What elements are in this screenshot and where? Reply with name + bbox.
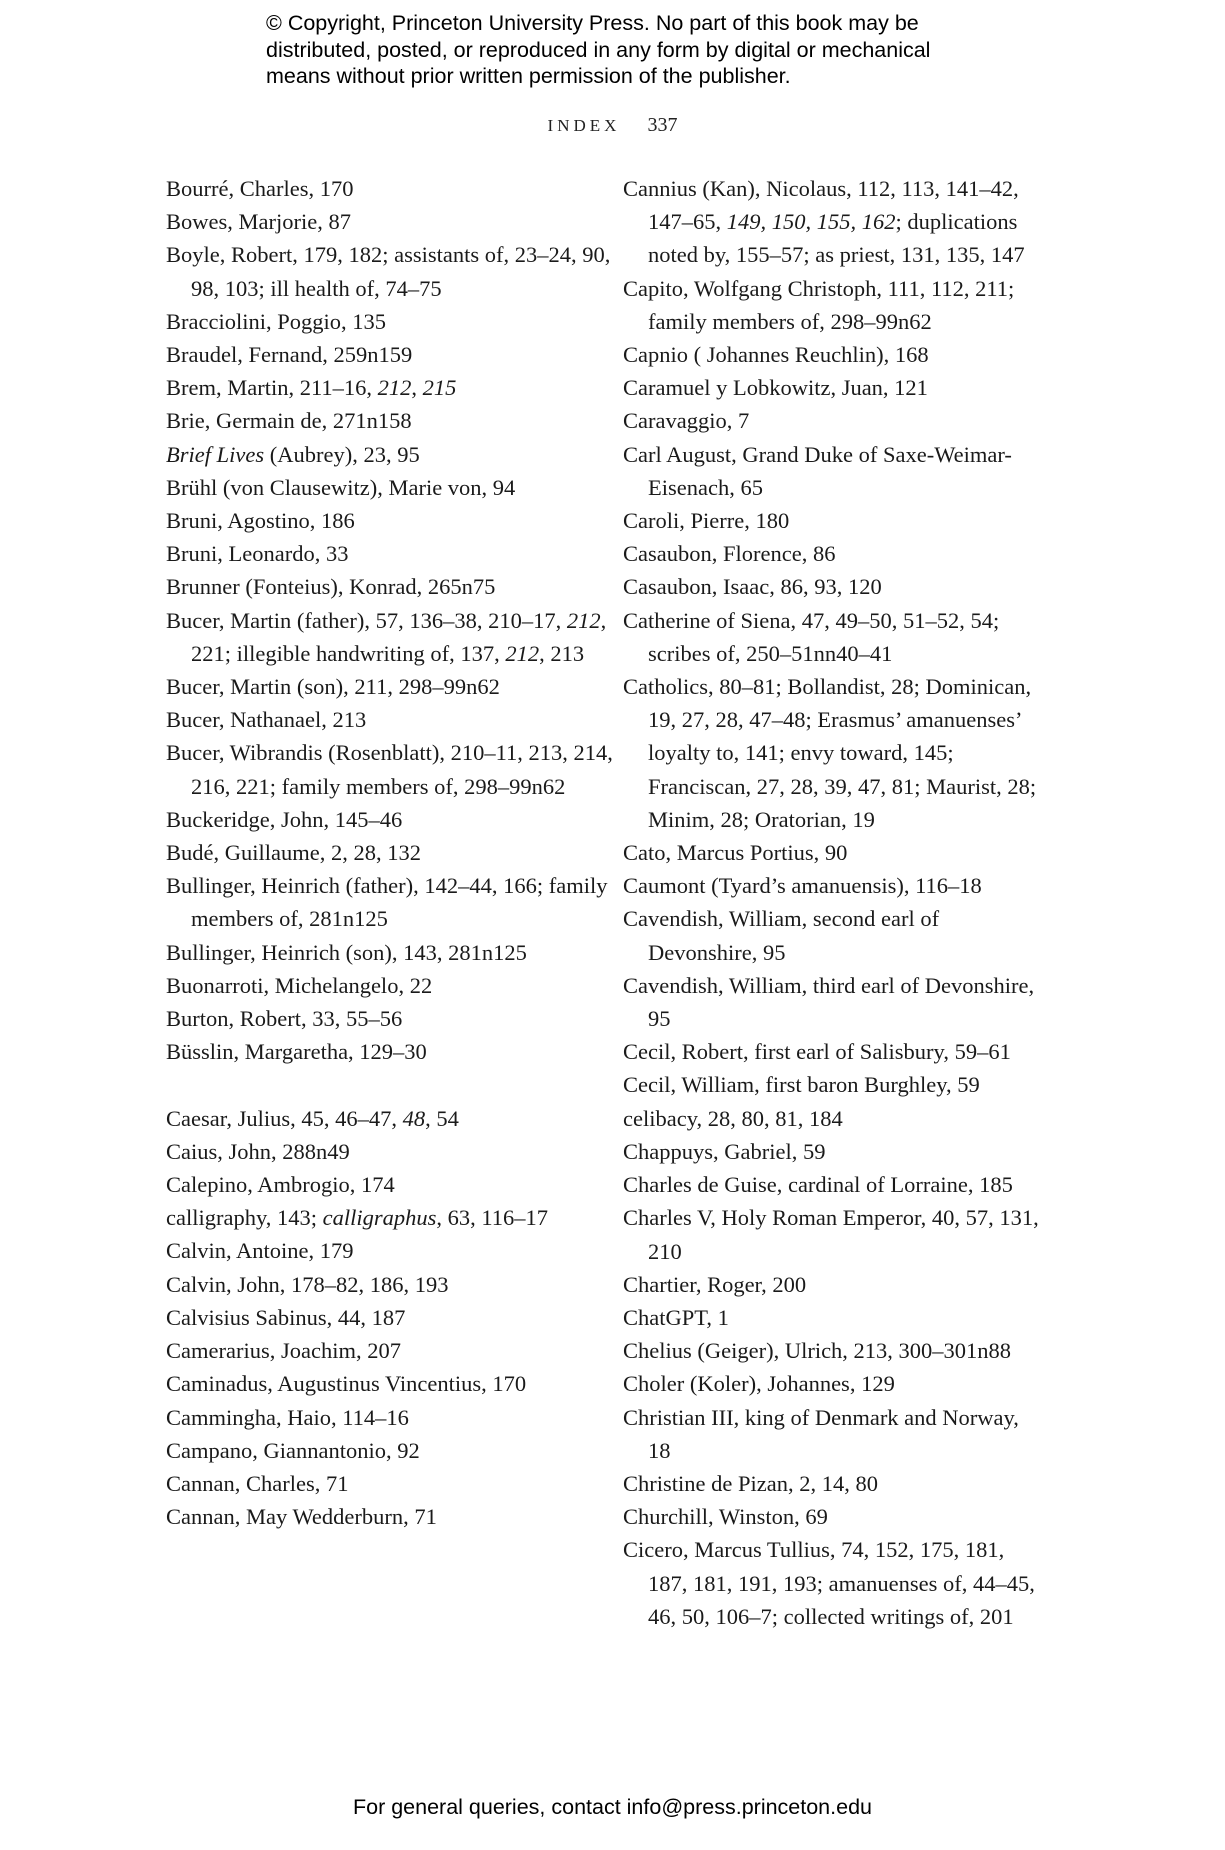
index-entry — [623, 1301, 1043, 1334]
index-entry-text: Bruni, Leonardo, 33 — [166, 541, 349, 567]
index-entry-text: Catherine of Siena, 47, 49–50, 51–52, 54; scribes of, 250–51nn40–41 — [623, 607, 1000, 666]
index-entry-italic: 215 — [422, 375, 457, 401]
index-entry-text: ChatGPT, 1 — [623, 1304, 729, 1330]
index-entry — [166, 803, 621, 836]
index-entry — [623, 1068, 1043, 1101]
index-entry — [623, 371, 1043, 404]
index-entry — [623, 902, 1043, 968]
index-entry-text: Brem, Martin, 211–16, — [166, 375, 378, 401]
index-entry-text: Carl August, Grand Duke of Saxe-Weimar-Eisenach, 65 — [623, 441, 1012, 500]
running-head — [0, 114, 1225, 137]
index-entry-text: Caius, John, 288n49 — [166, 1138, 350, 1164]
index-entry-text: Cecil, Robert, first earl of Salisbury, 59–61 — [623, 1039, 1011, 1065]
index-entry-text: Caminadus, Augustinus Vincentius, 170 — [166, 1371, 527, 1397]
index-column-right — [623, 172, 1043, 1633]
copyright-line-1: © Copyright, Princeton University Press. No part of this book may be — [266, 11, 919, 35]
index-entry — [166, 1268, 621, 1301]
index-entry-text: Cannan, May Wedderburn, 71 — [166, 1504, 437, 1530]
index-entry — [166, 736, 621, 802]
index-entry — [623, 404, 1043, 437]
index-entry-text: Cavendish, William, third earl of Devonshire, 95 — [623, 972, 1035, 1032]
index-entry — [623, 1201, 1043, 1267]
index-entry — [166, 471, 621, 504]
index-entry-text: Cannan, Charles, 71 — [166, 1470, 349, 1496]
index-entry — [623, 1533, 1043, 1633]
index-entry — [166, 371, 621, 404]
index-entry — [166, 205, 621, 238]
index-entry — [166, 1168, 621, 1201]
index-entry — [166, 404, 621, 437]
index-entry-text: Campano, Giannantonio, 92 — [166, 1437, 420, 1463]
index-entry-text: Capito, Wolfgang Christoph, 111, 112, 211; family members of, 298–99n62 — [623, 275, 1015, 334]
index-entry — [623, 869, 1043, 902]
index-entry — [623, 1367, 1043, 1400]
index-entry-text: Buckeridge, John, 145–46 — [166, 806, 403, 832]
index-entry — [166, 1367, 621, 1400]
index-entry — [623, 1334, 1043, 1367]
index-entry — [623, 338, 1043, 371]
index-entry — [166, 969, 621, 1002]
index-entry-italic: 48 — [402, 1105, 426, 1131]
index-entry — [623, 836, 1043, 869]
index-entry-text: Casaubon, Isaac, 86, 93, 120 — [623, 574, 882, 600]
index-entry — [623, 504, 1043, 537]
index-entry-text: Bowes, Marjorie, 87 — [166, 209, 351, 235]
running-head-title: INDEX — [547, 116, 621, 135]
index-entry-text: Bourré, Charles, 170 — [166, 176, 354, 201]
index-entry-text: Chartier, Roger, 200 — [623, 1271, 807, 1297]
index-entry-text: Budé, Guillaume, 2, 28, 132 — [166, 840, 421, 866]
index-entry-text: , 213 — [539, 640, 585, 666]
index-entry-text: Christine de Pizan, 2, 14, 80 — [623, 1470, 878, 1496]
copyright-line-2: distributed, posted, or reproduced in any form by digital or mechanical — [266, 37, 931, 62]
index-entry-text: Bucer, Martin (son), 211, 298–99n62 — [166, 674, 500, 700]
index-entry — [166, 1135, 621, 1168]
index-entry-text: Charles V, Holy Roman Emperor, 40, 57, 131, 210 — [623, 1205, 1039, 1264]
index-entry-text: Calvin, John, 178–82, 186, 193 — [166, 1271, 449, 1297]
index-entry-text: Buonarroti, Michelangelo, 22 — [166, 972, 433, 998]
index-entry-text: Caumont (Tyard’s amanuensis), 116–18 — [623, 873, 982, 899]
index-entry-text: Büsslin, Margaretha, 129–30 — [166, 1039, 427, 1065]
index-entry — [623, 1467, 1043, 1500]
index-entry — [166, 869, 621, 935]
index-entry — [166, 1102, 621, 1135]
index-entry-text: Brühl (von Clausewitz), Marie von, 94 — [166, 474, 516, 500]
index-entry-text: Christian III, king of Denmark and Norway, 18 — [623, 1404, 1019, 1463]
index-entry-text: Bucer, Wibrandis (Rosenblatt), 210–11, 213, 214, 216, 221; family members of, 298–99n62 — [166, 740, 613, 799]
index-entry-italic: 212 — [377, 375, 412, 401]
index-entry-text: Bullinger, Heinrich (son), 143, 281n125 — [166, 939, 527, 965]
index-column-left — [166, 172, 621, 1533]
index-entry — [623, 1035, 1043, 1068]
index-entry — [166, 1500, 621, 1533]
index-entry — [623, 172, 1043, 272]
index-entry-text: Caravaggio, 7 — [623, 408, 750, 434]
index-entry-text: Caroli, Pierre, 180 — [623, 508, 790, 534]
index-entry — [623, 272, 1043, 338]
index-entry-text: calligraphy, 143; — [166, 1205, 323, 1231]
index-entry — [166, 1334, 621, 1367]
index-entry-text: Calepino, Ambrogio, 174 — [166, 1172, 395, 1198]
index-entry — [623, 1401, 1043, 1467]
footer-contact: For general queries, contact info@press.princeton.edu — [352, 1795, 872, 1819]
index-entry-text: Brie, Germain de, 271n158 — [166, 408, 412, 434]
index-entry-text: Caesar, Julius, 45, 46–47, — [166, 1105, 403, 1131]
index-entry — [166, 1234, 621, 1267]
index-entry-text: celibacy, 28, 80, 81, 184 — [623, 1105, 843, 1131]
index-entry-text: Cato, Marcus Portius, 90 — [623, 840, 848, 866]
index-entry — [166, 305, 621, 338]
index-entry-text: Calvin, Antoine, 179 — [166, 1238, 354, 1264]
index-entry-text: , 54 — [425, 1105, 459, 1131]
index-entry — [623, 1500, 1043, 1533]
index-entry — [166, 504, 621, 537]
index-entry-text: Cicero, Marcus Tullius, 74, 152, 175, 181, 187, 181, 191, 193; amanuenses of, 44–45, 46, 50, 106–7; collected writings of, 201 — [623, 1537, 1035, 1629]
index-entry-text: Bullinger, Heinrich (father), 142–44, 166; family members of, 281n125 — [166, 873, 608, 932]
index-entry-text: (Aubrey), 23, 95 — [264, 441, 420, 467]
index-entry-text: Boyle, Robert, 179, 182; assistants of, 23–24, 90, 98, 103; ill health of, 74–75 — [166, 242, 611, 301]
index-entry-text: Bucer, Nathanael, 213 — [166, 707, 367, 733]
index-entry-text: Bruni, Agostino, 186 — [166, 508, 355, 534]
index-entry — [166, 703, 621, 736]
index-entry — [623, 570, 1043, 603]
index-entry — [166, 836, 621, 869]
index-entry-text: Choler (Koler), Johannes, 129 — [623, 1371, 895, 1397]
letter-section-gap — [166, 1068, 621, 1101]
index-entry-italic: 212 — [566, 607, 601, 633]
copyright-notice — [266, 10, 1026, 90]
index-entry-italic: 149, 150, 155, 162 — [726, 209, 896, 235]
index-entry-italic: 212 — [505, 640, 540, 666]
index-entry — [166, 1035, 621, 1068]
index-entry — [166, 604, 621, 670]
index-entry-text: Chappuys, Gabriel, 59 — [623, 1138, 826, 1164]
index-entry — [623, 537, 1043, 570]
index-entry-text: Cecil, William, first baron Burghley, 59 — [623, 1072, 980, 1098]
index-entry-text: Camerarius, Joachim, 207 — [166, 1338, 401, 1364]
index-entry — [166, 1002, 621, 1035]
index-entry — [623, 670, 1043, 836]
index-entry — [623, 969, 1043, 1035]
index-entry-text: Braudel, Fernand, 259n159 — [166, 342, 413, 368]
index-entry — [166, 1301, 621, 1334]
index-entry — [166, 172, 621, 205]
index-entry-text: ; duplications noted by, 155–57; as priest, 131, 135, 147 — [648, 209, 1025, 268]
index-entry — [166, 338, 621, 371]
index-entry — [166, 1434, 621, 1467]
index-entry — [166, 238, 621, 304]
index-entry-text: Cavendish, William, second earl of Devonshire, 95 — [623, 906, 940, 965]
index-entry-text: , — [411, 375, 423, 401]
index-entry — [166, 1467, 621, 1500]
index-entry — [166, 537, 621, 570]
index-entry-text: Bracciolini, Poggio, 135 — [166, 308, 386, 334]
index-entry-text: Cannius (Kan), Nicolaus, 112, 113, 141–42, 147–65, — [623, 176, 1019, 235]
index-entry-text: , 221; illegible handwriting of, 137, — [191, 607, 607, 666]
copyright-line-3: means without prior written permission of the publisher. — [266, 64, 791, 88]
index-entry-text: Casaubon, Florence, 86 — [623, 541, 836, 567]
index-entry-text: Bucer, Martin (father), 57, 136–38, 210–17, — [166, 607, 567, 633]
index-entry-text: Churchill, Winston, 69 — [623, 1504, 828, 1530]
index-entry — [623, 1102, 1043, 1135]
index-entry-text: Cammingha, Haio, 114–16 — [166, 1404, 409, 1430]
index-entry — [166, 1201, 621, 1234]
index-entry — [623, 1268, 1043, 1301]
index-entry-italic: Brief Lives — [166, 441, 265, 467]
index-entry — [166, 438, 621, 471]
index-entry-text: Capnio ( Johannes Reuchlin), 168 — [623, 342, 929, 368]
index-entry-text: Calvisius Sabinus, 44, 187 — [166, 1304, 406, 1330]
index-entry — [166, 570, 621, 603]
index-entry-text: Chelius (Geiger), Ulrich, 213, 300–301n88 — [623, 1338, 1012, 1364]
index-entry-text: Charles de Guise, cardinal of Lorraine, 185 — [623, 1172, 1013, 1198]
index-entry — [623, 604, 1043, 670]
page-number: 337 — [647, 114, 678, 136]
index-entry-text: Caramuel y Lobkowitz, Juan, 121 — [623, 375, 928, 401]
index-entry-italic: calligraphus — [322, 1205, 437, 1231]
index-entry-text: Catholics, 80–81; Bollandist, 28; Dominican, 19, 27, 28, 47–48; Erasmus’ amanuenses’ loyalty to, 141; envy toward, 145; Franciscan, 27, 28, 39, 47, 81; Maurist, 28; Minim, 28; Oratorian, 19 — [623, 674, 1037, 832]
index-entry — [166, 1401, 621, 1434]
index-entry-text: Burton, Robert, 33, 55–56 — [166, 1006, 403, 1032]
index-entry-text: , 63, 116–17 — [436, 1205, 549, 1231]
index-entry — [623, 1135, 1043, 1168]
index-entry — [623, 1168, 1043, 1201]
index-entry-text: Brunner (Fonteius), Konrad, 265n75 — [166, 574, 496, 600]
index-entry — [166, 936, 621, 969]
index-entry — [166, 670, 621, 703]
index-entry — [623, 438, 1043, 504]
